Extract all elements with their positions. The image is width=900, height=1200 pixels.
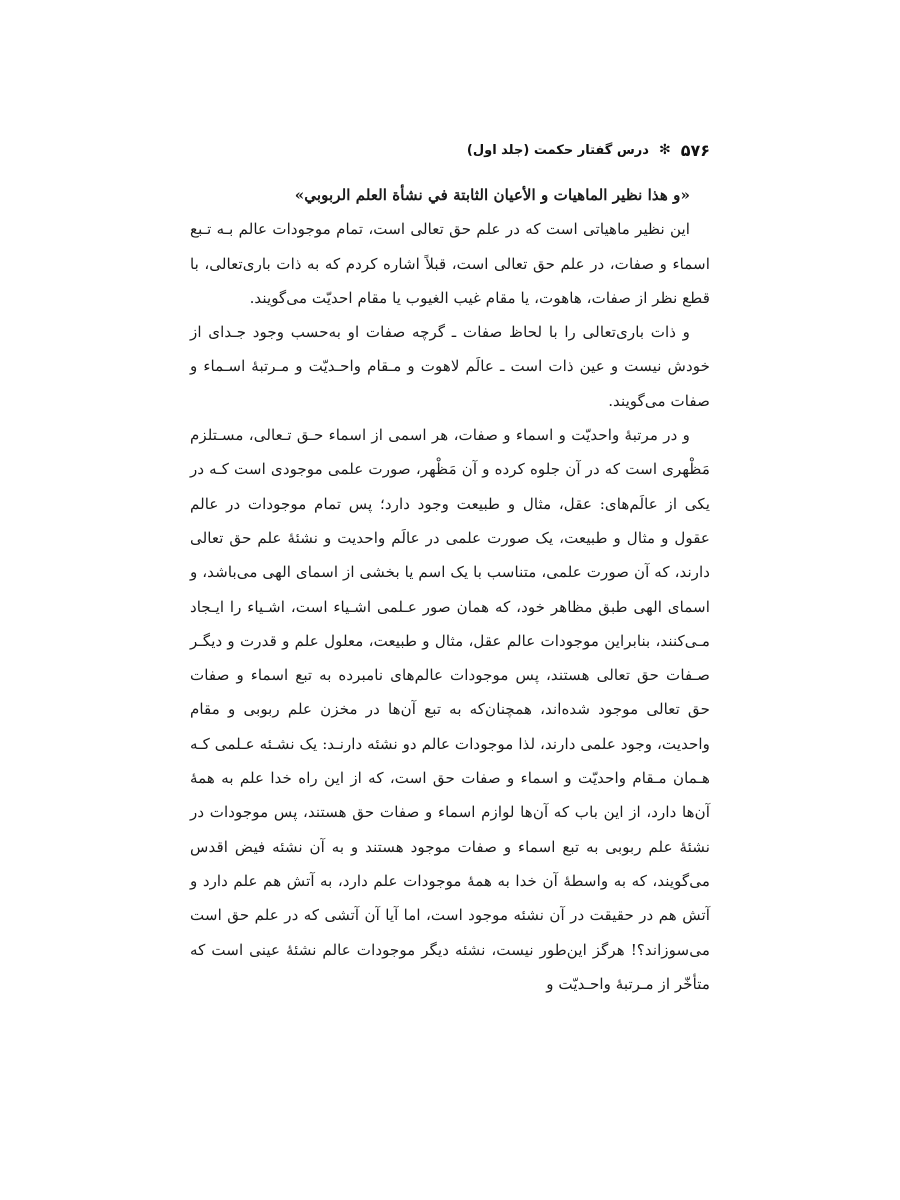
quoted-heading: «و هذا نظير الماهيات و الأعيان الثابتة في نشأة العلم الربوبي» — [294, 186, 690, 204]
paragraph-2: و ذات باری‌تعالی را با لحاظ صفات ـ گرچه صفات او به‌حسب وجود جـدای از خودش نیست و عین ذات است ـ عالَم لاهوت و مـقام واحـدیّت و مـرتبهٔ اسـماء و صفات می‌گویند. — [190, 323, 710, 410]
book-title: درس گفتار حکمت (جلد اول) — [466, 142, 649, 158]
running-header — [190, 138, 710, 162]
paragraph-3: و در مرتبهٔ واحدیّت و اسماء و صفات، هر اسمی از اسماء حـق تـعالی، مسـتلزم مَظْهری است که در آن جلوه کرده و آن مَظْهر، صورت علمی موجودی است کـه در یکی از عالَم‌های: عقل، مثال و طبیعت وجود دارد؛ پس تمام موجودات در عالم عقول و مثال و طبیعت، یک صورت علمی در عالَم واحدیت و نشئهٔ علم حق تعالی دارند، که آن صورت علمی، متناسب با یک اسم یا بخشی از اسمای الهی می‌باشد، و اسمای الهی طبق مظاهر خود، که همان صور عـلمی اشـیاء است، اشـیاء را ایـجاد مـی‌کنند، بنابراین موجودات عالم عقل، مثال و طبیعت، معلول علم و قدرت و دیگـر صـفات حق تعالی هستند، پس موجودات عالم‌های نامبرده به تبع اسماء و صفات حق تعالی موجود شده‌اند، همچنان‌که به تبع آن‌ها در مخزن علم ربوبی و مقام واحدیت، وجود علمی دارند، لذا موجودات عالم دو نشئه دارنـد: یک نشـئه عـلمی کـه هـمان مـقام واحدیّت و اسماء و صفات حق است، که از این راه خدا علم به همهٔ آن‌ها دارد، از این باب که آن‌ها لوازم اسماء و صفات حق هستند، پس موجودات در نشئهٔ علم ربوبی به تبع اسماء و صفات موجود هستند و به آن نشئه فیض اقدس می‌گویند، که به واسطهٔ آن خدا به همهٔ موجودات علم دارد، به آتش هم علم دارد و آتش هم در حقیقت در آن نشئه موجود است، اما آیا آن آتشی که در علم حق است می‌سوزاند؟! هرگز این‌طور نیست، نشئه دیگر موجودات عالم نشئهٔ عینی است که متأخّر از مـرتبهٔ واحـدیّت و — [190, 426, 710, 993]
paragraph-1: این نظیر ماهیاتی است که در علم حق تعالی است، تمام موجودات عالم بـه تـبع اسماء و صفات، در علم حق تعالی است، قبلاً اشاره کردم که به ذات باری‌تعالی، با قطع نظر از صفات، هاهوت، یا مقام غیب الغیوب یا مقام احدیّت می‌گویند. — [190, 220, 710, 307]
page-body — [190, 178, 710, 1001]
ornament-icon: ✻ — [658, 142, 671, 158]
page-number: ۵۷۶ — [680, 140, 710, 160]
